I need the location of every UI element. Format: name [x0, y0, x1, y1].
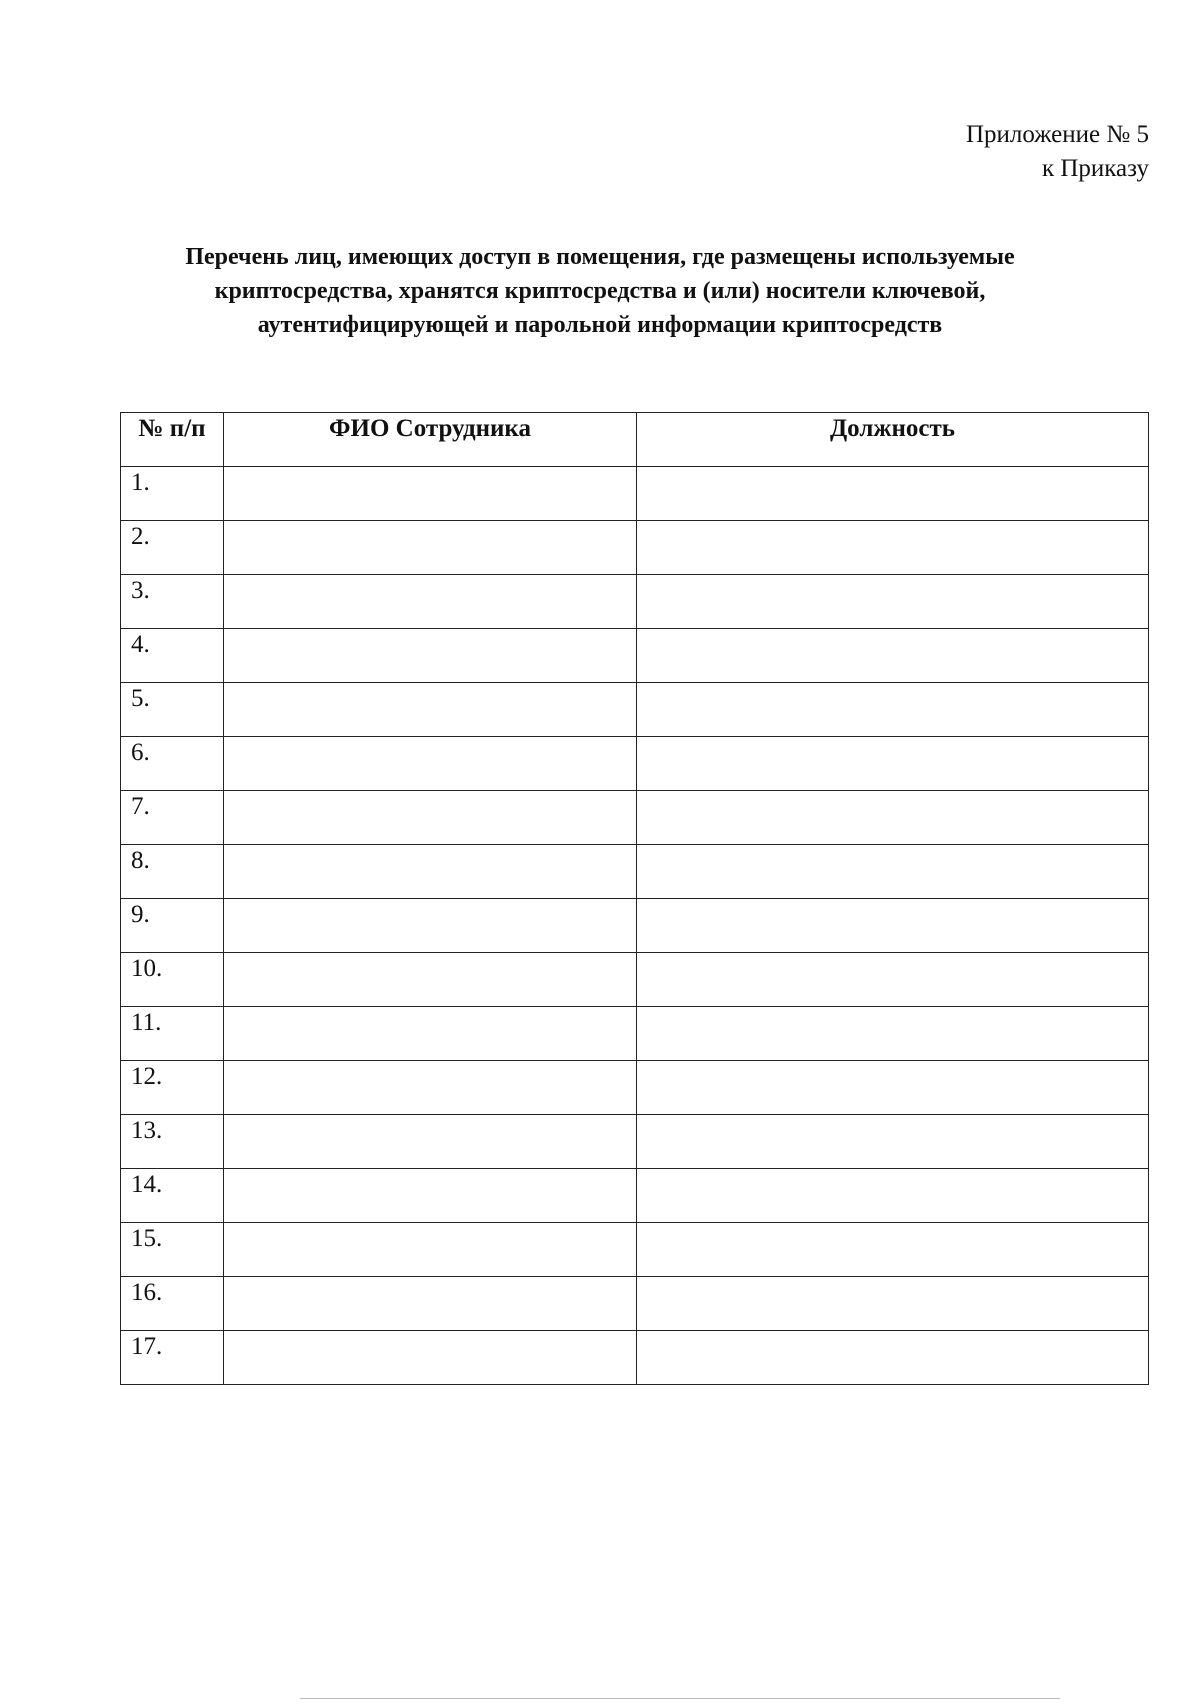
employee-name-cell[interactable] [224, 1007, 637, 1061]
employee-name-cell[interactable] [224, 683, 637, 737]
row-number: 8. [121, 845, 224, 899]
table-row [121, 845, 1149, 899]
position-cell[interactable] [637, 791, 1149, 845]
employee-name-cell[interactable] [224, 521, 637, 575]
row-number: 7. [121, 791, 224, 845]
appendix-order-ref: к Приказу [1041, 155, 1149, 182]
row-number: 12. [121, 1061, 224, 1115]
table-row [121, 575, 1149, 629]
row-number: 11. [121, 1007, 224, 1061]
document-title [100, 240, 1100, 342]
table-row [121, 1331, 1149, 1385]
table-row [121, 683, 1149, 737]
employee-name-cell[interactable] [224, 845, 637, 899]
employee-name-cell[interactable] [224, 1223, 637, 1277]
employee-name-cell[interactable] [224, 1169, 637, 1223]
table-row [121, 1007, 1149, 1061]
position-cell[interactable] [637, 953, 1149, 1007]
position-cell[interactable] [637, 1115, 1149, 1169]
employee-name-cell[interactable] [224, 467, 637, 521]
title-line-3: аутентифицирующей и парольной информации криптосредств [257, 312, 943, 338]
position-cell[interactable] [637, 1007, 1149, 1061]
row-number: 6. [121, 737, 224, 791]
row-number: 4. [121, 629, 224, 683]
employee-name-cell[interactable] [224, 953, 637, 1007]
row-number: 10. [121, 953, 224, 1007]
row-number: 16. [121, 1277, 224, 1331]
employee-name-cell[interactable] [224, 1331, 637, 1385]
title-line-1: Перечень лиц, имеющих доступ в помещения, где размещены используемые [185, 244, 1015, 270]
table-row [121, 1277, 1149, 1331]
employee-name-cell[interactable] [224, 575, 637, 629]
employee-name-cell[interactable] [224, 791, 637, 845]
table-row [121, 1115, 1149, 1169]
employee-name-cell[interactable] [224, 1277, 637, 1331]
row-number: 13. [121, 1115, 224, 1169]
header-position: Должность [637, 413, 1149, 467]
position-cell[interactable] [637, 845, 1149, 899]
table-row [121, 1169, 1149, 1223]
employee-name-cell[interactable] [224, 1115, 637, 1169]
position-cell[interactable] [637, 737, 1149, 791]
position-cell[interactable] [637, 1331, 1149, 1385]
employee-name-cell[interactable] [224, 737, 637, 791]
row-number: 14. [121, 1169, 224, 1223]
table-row [121, 467, 1149, 521]
appendix-number: Приложение № 5 [965, 121, 1149, 148]
table-row [121, 791, 1149, 845]
row-number: 1. [121, 467, 224, 521]
header-number: № п/п [121, 413, 224, 467]
position-cell[interactable] [637, 521, 1149, 575]
appendix-reference [966, 118, 1149, 186]
position-cell[interactable] [637, 1061, 1149, 1115]
table-row [121, 899, 1149, 953]
position-cell[interactable] [637, 629, 1149, 683]
position-cell[interactable] [637, 575, 1149, 629]
table-row [121, 953, 1149, 1007]
employee-name-cell[interactable] [224, 629, 637, 683]
position-cell[interactable] [637, 1223, 1149, 1277]
row-number: 9. [121, 899, 224, 953]
row-number: 15. [121, 1223, 224, 1277]
title-line-2: криптосредства, хранятся криптосредства и (или) носители ключевой, [214, 278, 986, 304]
row-number: 5. [121, 683, 224, 737]
position-cell[interactable] [637, 683, 1149, 737]
position-cell[interactable] [637, 1277, 1149, 1331]
header-employee-name: ФИО Сотрудника [224, 413, 637, 467]
table-header-row [121, 413, 1149, 467]
page-bottom-divider [300, 1698, 1060, 1699]
position-cell[interactable] [637, 1169, 1149, 1223]
employee-name-cell[interactable] [224, 899, 637, 953]
position-cell[interactable] [637, 467, 1149, 521]
row-number: 3. [121, 575, 224, 629]
table-row [121, 1223, 1149, 1277]
row-number: 2. [121, 521, 224, 575]
access-registry-table [120, 412, 1149, 1385]
table-row [121, 1061, 1149, 1115]
row-number: 17. [121, 1331, 224, 1385]
table-row [121, 737, 1149, 791]
table-row [121, 521, 1149, 575]
position-cell[interactable] [637, 899, 1149, 953]
table-row [121, 629, 1149, 683]
employee-name-cell[interactable] [224, 1061, 637, 1115]
